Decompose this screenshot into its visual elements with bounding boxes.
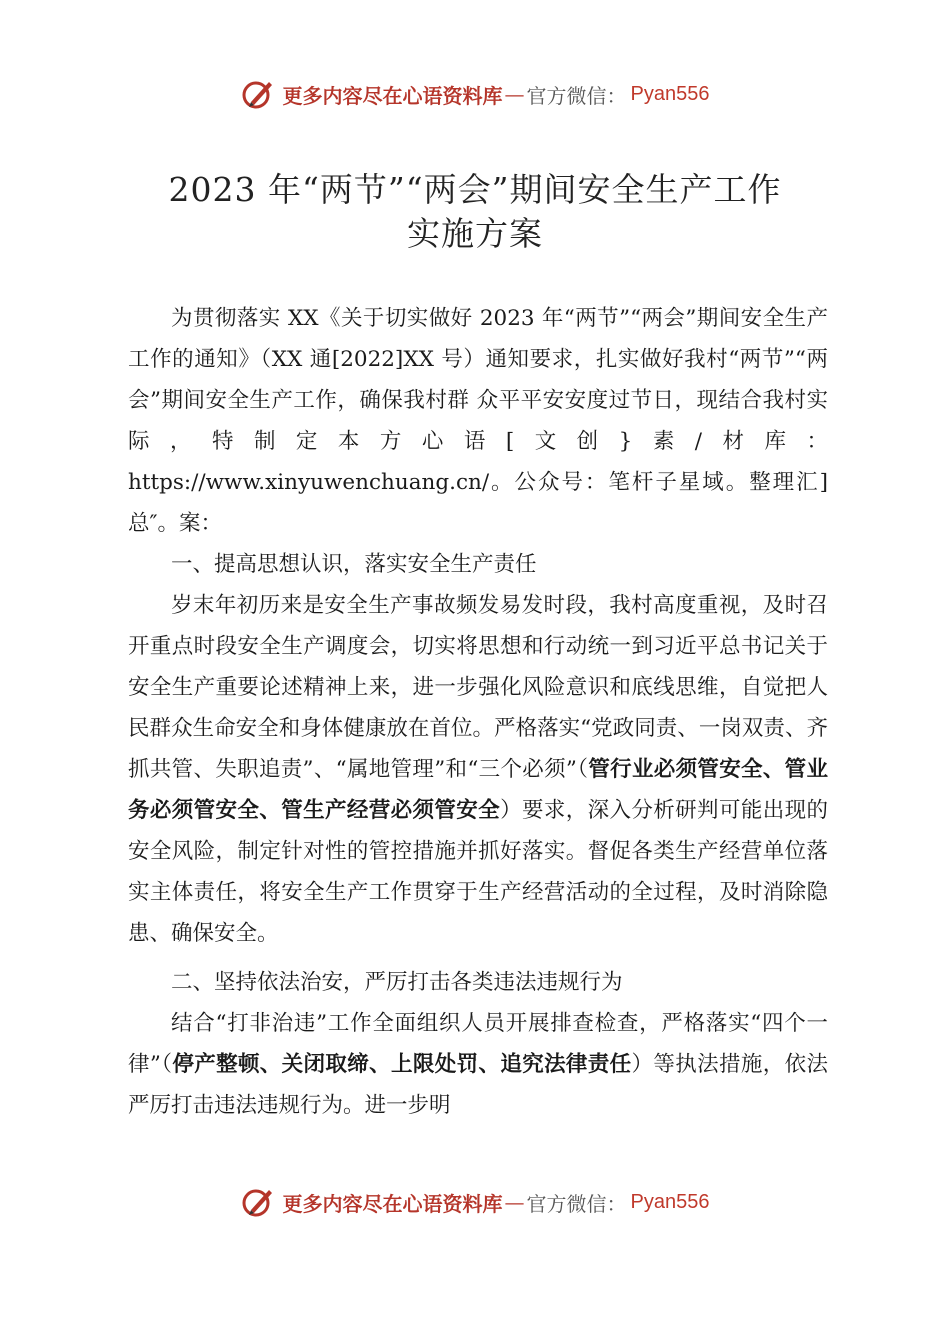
section-1-bold-text: 管行业必须管安全、管业务必须管安全、管生产经营必须管安全 bbox=[128, 757, 828, 823]
banner-wechat-id: Pyan556 bbox=[630, 82, 710, 105]
intro-paragraph: 为贯彻落实 XX《关于切实做好 2023 年“两节”“两会”期间安全生产工作的通知》（XX 通[2022]XX 号）通知要求，扎实做好我村“两节”“两会”期间安全生产工作，确保我村群 众平平安安度过节日，现结合我村实际，特制定本方心语[文创}素/材库：https://www.xinyuwenchuang.cn/。公众号：笔杆子星域。整理汇]总″。案： bbox=[128, 306, 828, 536]
banner-wechat-label: 官方微信： bbox=[526, 1191, 627, 1216]
footer-banner bbox=[0, 1182, 950, 1222]
document-title bbox=[60, 168, 890, 256]
banner-dash: — bbox=[504, 1190, 525, 1214]
banner-main-text: 更多内容尽在心语资料库 bbox=[282, 1191, 503, 1216]
section-2-heading: 二、坚持依法治安，严厉打击各类违法违规行为 bbox=[171, 970, 623, 995]
title-line-1: 2023 年“两节”“两会”期间安全生产工作 bbox=[168, 170, 782, 209]
pen-logo-icon bbox=[241, 1184, 277, 1220]
section-1-heading: 一、提高思想认识，落实安全生产责任 bbox=[171, 552, 537, 577]
banner-wechat-label: 官方微信： bbox=[526, 83, 627, 108]
title-line-2: 实施方案 bbox=[407, 214, 543, 253]
banner-main-text: 更多内容尽在心语资料库 bbox=[282, 83, 503, 108]
section-1-paragraph bbox=[128, 585, 828, 954]
banner-wechat-id: Pyan556 bbox=[630, 1190, 710, 1213]
section-2-bold-text: 停产整顿、关闭取缔、上限处罚、追究法律责任 bbox=[172, 1052, 632, 1077]
section-1-text-a: 岁末年初历来是安全生产事故频发易发时段，我村高度重视，及时召开重点时段安全生产调度会，切实将思想和行动统一到习近平总书记关于安全生产重要论述精神上来，进一步强化风险意识和底线思维，自觉把人民群众生命安全和身体健康放在首位。严格落实“党政同责、一岗双责、齐抓共管、失职追责”、“属地管理”和“三个必须”（ bbox=[128, 593, 828, 782]
document-body bbox=[128, 298, 828, 1126]
section-2-text-a: 结合“打非治违”工作全面组织人员开展排查检查，严格落实“四个一律”（ bbox=[128, 1011, 828, 1077]
banner-dash: — bbox=[504, 82, 525, 106]
section-1-text-b: ）要求，深入分析研判可能出现的安全风险，制定针对性的管控措施并抓好落实。督促各类生产经营单位落实主体责任，将安全生产工作贯穿于生产经营活动的全过程，及时消除隐患、确保安全。 bbox=[128, 798, 828, 946]
header-banner bbox=[0, 74, 950, 114]
section-2-text-b: ）等执法措施，依法严厉打击违法违规行为。进一步明 bbox=[128, 1052, 828, 1118]
pen-logo-icon bbox=[241, 76, 277, 112]
section-2-paragraph bbox=[128, 1003, 828, 1126]
